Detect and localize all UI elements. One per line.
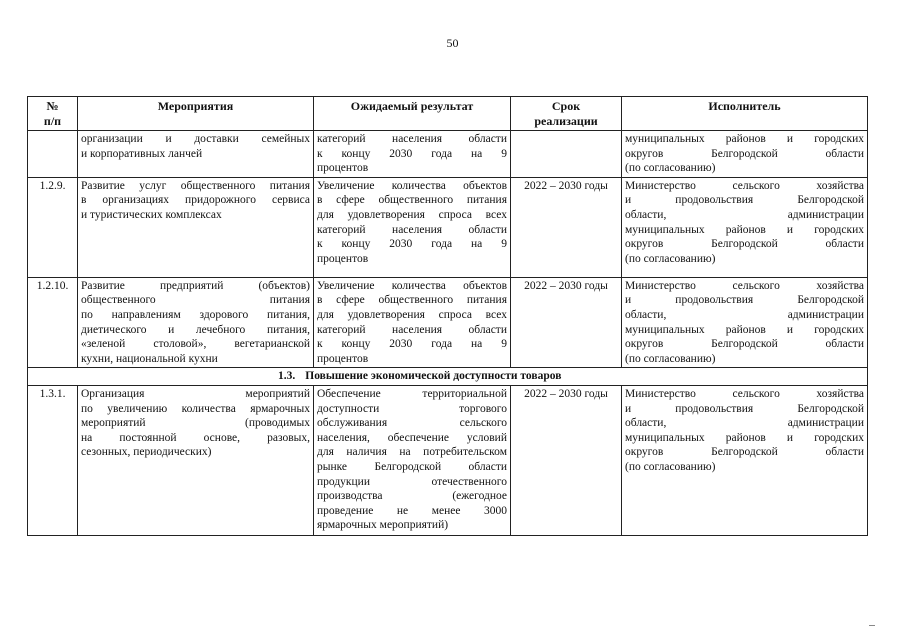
section-number: 1.3. <box>278 370 296 383</box>
scan-mark <box>869 625 875 626</box>
executor-line: (по согласованию) <box>625 162 716 175</box>
executor-line: муниципальных районов и городских <box>625 431 864 444</box>
cell-executor <box>622 277 868 368</box>
executor-line: области, администрации <box>625 417 864 430</box>
activity-line: на постоянной основе, разовых, <box>81 431 310 444</box>
table-row <box>28 385 868 535</box>
table-section <box>28 368 868 386</box>
executor-line: округов Белгородской области <box>625 238 864 251</box>
result-line: к концу 2030 года на 9 <box>317 147 507 160</box>
header-executor: Исполнитель <box>622 97 868 131</box>
result-line: производства (ежегодное <box>317 490 507 503</box>
executor-line: округов Белгородской области <box>625 338 864 351</box>
activities-table <box>27 96 868 536</box>
result-line: категорий населения области <box>317 223 507 236</box>
executor-line: Министерство сельского хозяйства <box>625 279 864 292</box>
executor-line: округов Белгородской области <box>625 446 864 459</box>
cell-activity <box>78 131 314 178</box>
activity-line: мероприятий (проводимых <box>81 417 310 430</box>
activity-line: Развитие предприятий (объектов) <box>81 279 310 292</box>
executor-line: муниципальных районов и городских <box>625 133 864 145</box>
cell-activity <box>78 177 314 277</box>
result-line: для наличия на потребительском <box>317 446 507 459</box>
table-body-part2 <box>28 385 868 535</box>
activity-line: «зеленой столовой», вегетарианской <box>81 338 310 351</box>
activity-line: Развитие услуг общественного питания <box>81 179 310 192</box>
cell-term: 2022 – 2030 годы <box>511 177 622 277</box>
header-num: № п/п <box>28 97 78 131</box>
result-line: доступности торгового <box>317 402 507 415</box>
executor-line: и продовольствия Белгородской <box>625 194 864 207</box>
activity-line: в организациях придорожного сервиса <box>81 194 310 207</box>
cell-num <box>28 131 78 178</box>
cell-num: 1.2.10. <box>28 277 78 368</box>
cell-num: 1.2.9. <box>28 177 78 277</box>
executor-line: (по согласованию) <box>625 352 716 365</box>
activity-line: и туристических комплексах <box>81 208 222 221</box>
cell-term: 2022 – 2030 годы <box>511 277 622 368</box>
result-line: обслуживания сельского <box>317 417 507 430</box>
executor-line: округов Белгородской области <box>625 147 864 160</box>
result-line: категорий населения области <box>317 133 507 145</box>
cell-executor <box>622 177 868 277</box>
cell-executor <box>622 131 868 178</box>
executor-line: (по согласованию) <box>625 252 716 265</box>
result-line: для удовлетворения спроса всех <box>317 308 507 321</box>
cell-result <box>314 131 511 178</box>
activity-line: по увеличению количества ярмарочных <box>81 402 310 415</box>
result-line: в сфере общественного питания <box>317 194 507 207</box>
result-line: проведение не менее 3000 <box>317 504 507 517</box>
executor-line: Министерство сельского хозяйства <box>625 387 864 400</box>
cell-num: 1.3.1. <box>28 385 78 535</box>
page-number: 50 <box>446 36 459 50</box>
cell-term <box>511 131 622 178</box>
executor-line: и продовольствия Белгородской <box>625 402 864 415</box>
section-row <box>28 368 868 386</box>
executor-line: (по согласованию) <box>625 460 716 473</box>
table-row <box>28 177 868 277</box>
activity-line: сезонных, периодических) <box>81 446 212 459</box>
result-line: населения, обеспечение условий <box>317 431 507 444</box>
result-line: процентов <box>317 352 369 365</box>
result-line: к концу 2030 года на 9 <box>317 338 507 351</box>
table-header-row <box>28 97 868 131</box>
table-row <box>28 277 868 368</box>
cell-activity <box>78 277 314 368</box>
cell-result <box>314 277 511 368</box>
cell-result <box>314 385 511 535</box>
header-result: Ожидаемый результат <box>314 97 511 131</box>
activity-line: и корпоративных ланчей <box>81 147 203 160</box>
activity-line: Организация мероприятий <box>81 387 310 400</box>
result-line: продукции отечественного <box>317 475 507 488</box>
cell-term: 2022 – 2030 годы <box>511 385 622 535</box>
executor-line: области, администрации <box>625 208 864 221</box>
result-line: Обеспечение территориальной <box>317 387 507 400</box>
section-cell <box>28 368 868 386</box>
executor-line: и продовольствия Белгородской <box>625 294 864 307</box>
result-line: к концу 2030 года на 9 <box>317 238 507 251</box>
result-line: ярмарочных мероприятий) <box>317 519 449 532</box>
result-line: для удовлетворения спроса всех <box>317 208 507 221</box>
executor-line: муниципальных районов и городских <box>625 223 864 236</box>
header-term: Срок реализации <box>511 97 622 131</box>
activity-line: диетического и лечебного питания, <box>81 323 310 336</box>
activity-line: по направлениям здорового питания, <box>81 308 310 321</box>
result-line: Увеличение количества объектов <box>317 279 507 292</box>
cell-executor <box>622 385 868 535</box>
cell-result <box>314 177 511 277</box>
section-title: Повышение экономической доступности товаров <box>305 370 562 383</box>
activity-line: общественного питания <box>81 294 310 307</box>
executor-line: Министерство сельского хозяйства <box>625 179 864 192</box>
table-row <box>28 131 868 178</box>
activity-line: организации и доставки семейных <box>81 133 310 145</box>
result-line: Увеличение количества объектов <box>317 179 507 192</box>
table-body-part1 <box>28 131 868 368</box>
cell-activity <box>78 385 314 535</box>
result-line: категорий населения области <box>317 323 507 336</box>
result-line: в сфере общественного питания <box>317 294 507 307</box>
activity-line: кухни, национальной кухни <box>81 352 218 365</box>
result-line: процентов <box>317 162 369 175</box>
executor-line: муниципальных районов и городских <box>625 323 864 336</box>
header-activities: Мероприятия <box>78 97 314 131</box>
executor-line: области, администрации <box>625 308 864 321</box>
result-line: рынке Белгородской области <box>317 460 507 473</box>
result-line: процентов <box>317 252 369 265</box>
